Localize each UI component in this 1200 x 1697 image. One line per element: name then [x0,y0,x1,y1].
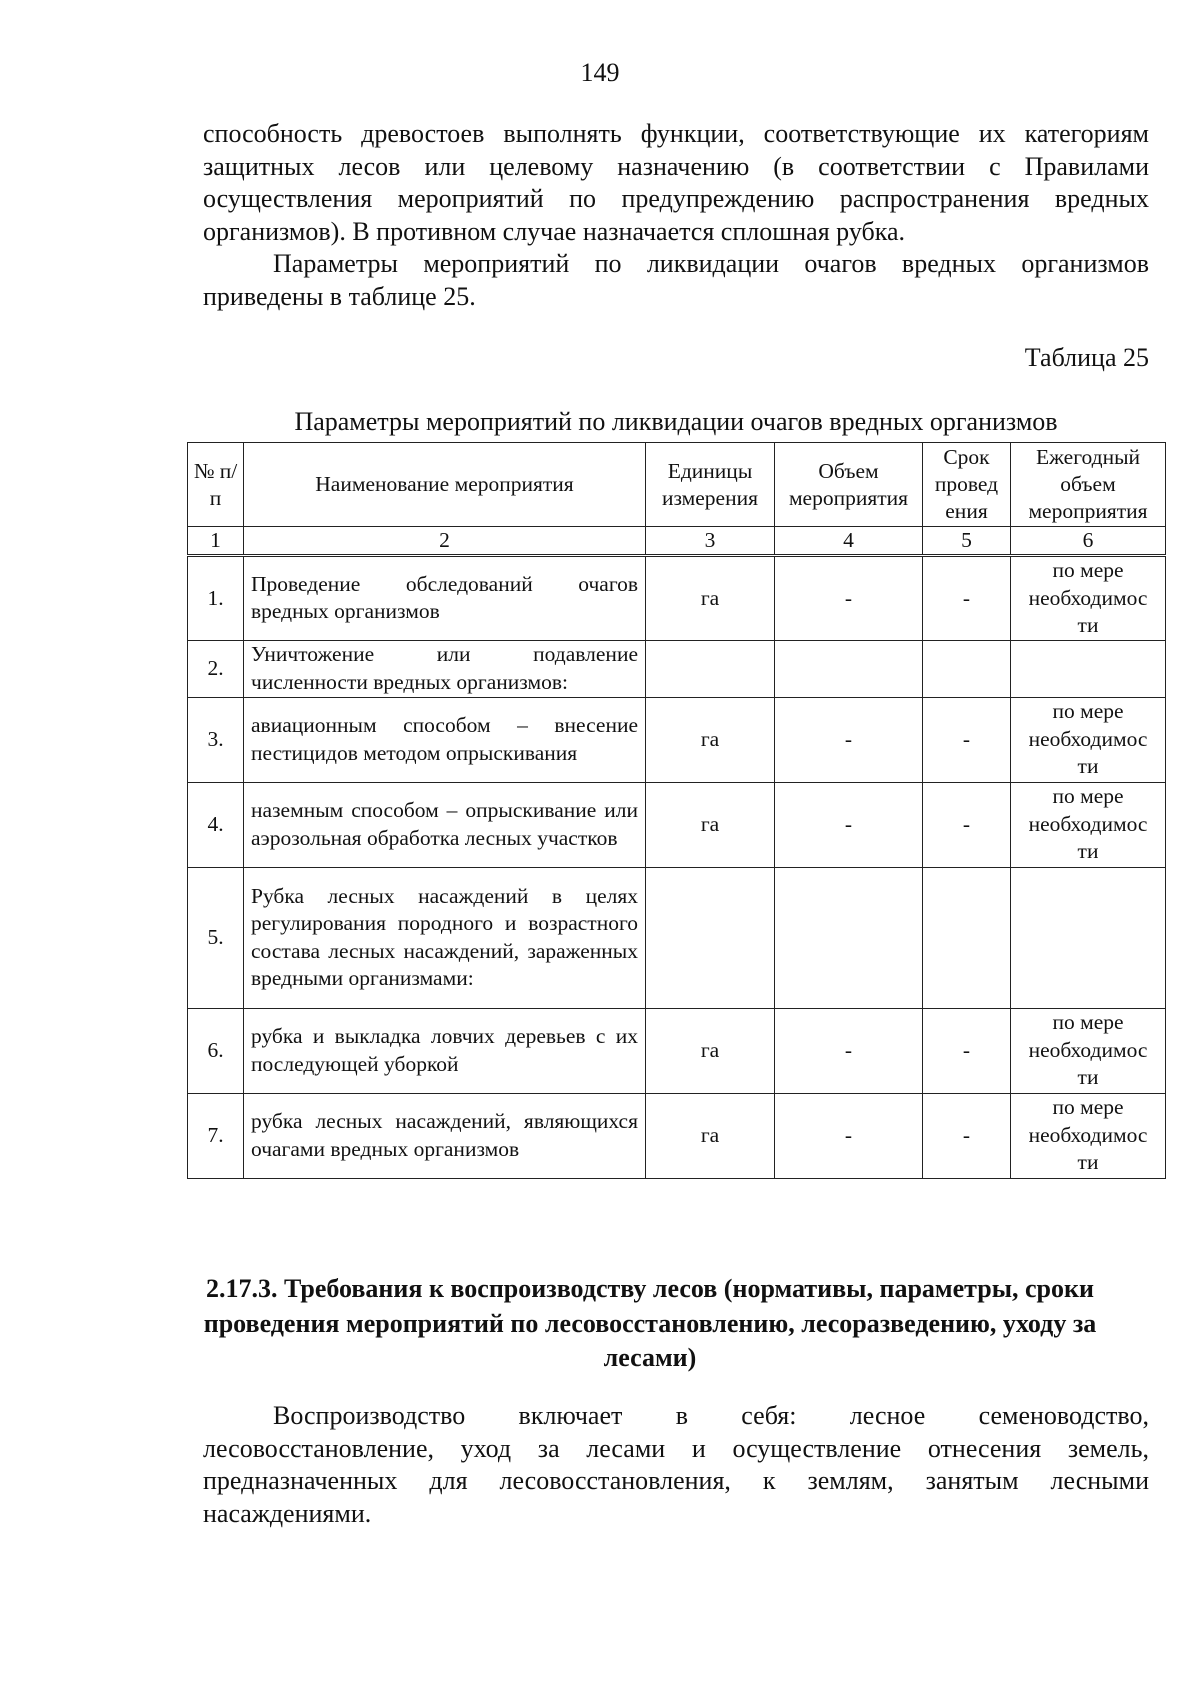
table-row [188,640,1166,697]
column-number: 4 [775,527,923,556]
row-annual: по мере необходимос ти [1011,697,1166,782]
row-name: Уничтожение или подавление численности вредных организмов: [244,640,646,697]
table-row [188,697,1166,782]
row-num: 6. [188,1008,244,1093]
section-heading: 2.17.3. Требования к воспроизводству лесов (нормативы, параметры, сроки проведения мероприятий по лесовосстановлению, лесоразведению, уходу за лесами) [203,1274,1097,1372]
row-units [646,867,775,1008]
row-annual: по мере необходимос ти [1011,1008,1166,1093]
column-number-row [188,527,1166,556]
row-num: 7. [188,1093,244,1178]
row-num: 1. [188,556,244,641]
paragraph-reproduction: Воспроизводство включает в себя: лесное семеноводство, лесовосстановление, уход за лесами и осуществление отнесения земель, предназначенных для лесовосстановления, к землям, занятым лесными насаждениями. [203,1401,1149,1528]
row-term: - [923,1008,1011,1093]
row-volume [775,867,923,1008]
row-name: наземным способом – опрыскивание или аэрозольная обработка лесных участков [244,782,646,867]
table-label: Таблица 25 [1024,343,1149,372]
row-units: га [646,1093,775,1178]
row-volume: - [775,1093,923,1178]
row-term: - [923,697,1011,782]
row-volume: - [775,556,923,641]
row-volume: - [775,1008,923,1093]
row-num: 2. [188,640,244,697]
row-term [923,867,1011,1008]
paragraph-continuation: способность древостоев выполнять функции, соответствующие их категориям защитных лесов или целевому назначению (в соответствии с Правилами осуществления мероприятий по предупреждению распространения вредных организмов). В противном случае назначается сплошная рубка. [203,119,1149,246]
row-term [923,640,1011,697]
row-annual: по мере необходимос ти [1011,556,1166,641]
header-annual: Ежегодный объем мероприятия [1011,443,1166,527]
row-term: - [923,1093,1011,1178]
row-num: 5. [188,867,244,1008]
row-annual: по мере необходимос ти [1011,1093,1166,1178]
table-row [188,867,1166,1008]
row-annual: по мере необходимос ти [1011,782,1166,867]
row-name: рубка лесных насаждений, являющихся очагами вредных организмов [244,1093,646,1178]
page-number: 149 [580,58,620,87]
table-row [188,1008,1166,1093]
header-term: Срок провед ения [923,443,1011,527]
row-units: га [646,1008,775,1093]
row-volume [775,640,923,697]
row-name: авиационным способом – внесение пестицидов методом опрыскивания [244,697,646,782]
table-row [188,782,1166,867]
header-num: № п/п [188,443,244,527]
column-number: 3 [646,527,775,556]
row-units: га [646,782,775,867]
row-volume: - [775,697,923,782]
header-name: Наименование мероприятия [244,443,646,527]
paragraph-table-reference: Параметры мероприятий по ликвидации очагов вредных организмов приведены в таблице 25. [203,249,1149,311]
row-name: Рубка лесных насаждений в целях регулирования породного и возрастного состава лесных насаждений, зараженных вредными организмами: [244,867,646,1008]
row-volume: - [775,782,923,867]
header-units: Единицы измерения [646,443,775,527]
column-number: 1 [188,527,244,556]
table-row [188,1093,1166,1178]
row-annual [1011,867,1166,1008]
measures-table [187,442,1165,1179]
row-name: рубка и выкладка ловчих деревьев с их последующей уборкой [244,1008,646,1093]
table-caption: Параметры мероприятий по ликвидации очагов вредных организмов [294,407,1058,436]
row-units: га [646,556,775,641]
column-number: 6 [1011,527,1166,556]
row-name: Проведение обследований очагов вредных организмов [244,556,646,641]
row-units [646,640,775,697]
column-number: 2 [244,527,646,556]
header-volume: Объем мероприятия [775,443,923,527]
row-annual [1011,640,1166,697]
row-num: 4. [188,782,244,867]
table-row [188,556,1166,641]
row-term: - [923,556,1011,641]
row-num: 3. [188,697,244,782]
row-term: - [923,782,1011,867]
column-number: 5 [923,527,1011,556]
row-units: га [646,697,775,782]
table-header-row [188,443,1166,527]
